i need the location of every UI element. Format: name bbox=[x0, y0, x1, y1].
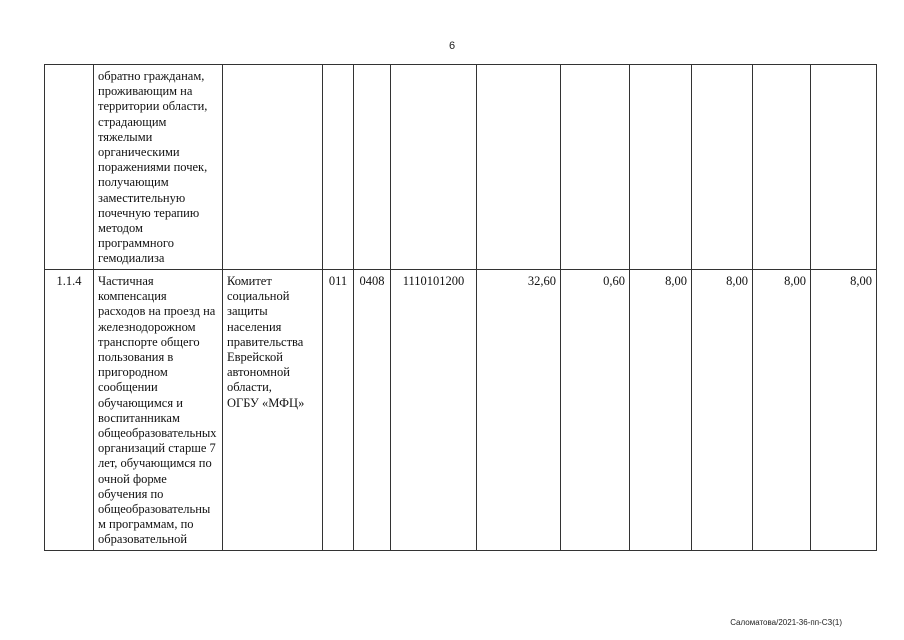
row-description: обратно гражданам, проживающим на территории области, страдающим тяжелыми органическими поражениями почек, получающим заместительную почечную терапию методом программного гемодиализа bbox=[94, 65, 223, 270]
page-number: 6 bbox=[448, 40, 456, 52]
row-total: 32,60 bbox=[477, 270, 561, 551]
row-rzpr bbox=[354, 65, 391, 270]
row-year-5 bbox=[811, 65, 877, 270]
row-code bbox=[45, 65, 94, 270]
row-year-2 bbox=[630, 65, 692, 270]
row-year-3: 8,00 bbox=[692, 270, 753, 551]
row-year-4: 8,00 bbox=[753, 270, 811, 551]
row-year-4 bbox=[753, 65, 811, 270]
row-year-1: 0,60 bbox=[561, 270, 630, 551]
row-rzpr: 0408 bbox=[354, 270, 391, 551]
row-code: 1.1.4 bbox=[45, 270, 94, 551]
row-executor: Комитет социальной защиты населения правительства Еврейской автономной области, ОГБУ «МФЦ» bbox=[223, 270, 323, 551]
program-table bbox=[44, 64, 877, 551]
row-total bbox=[477, 65, 561, 270]
row-year-3 bbox=[692, 65, 753, 270]
row-year-5: 8,00 bbox=[811, 270, 877, 551]
table-row bbox=[45, 65, 877, 270]
row-csr bbox=[391, 65, 477, 270]
row-year-1 bbox=[561, 65, 630, 270]
row-grbs: 011 bbox=[323, 270, 354, 551]
row-grbs bbox=[323, 65, 354, 270]
row-csr: 1110101200 bbox=[391, 270, 477, 551]
row-description: Частичная компенсация расходов на проезд на железнодорожном транспорте общего пользования в пригородном сообщении обучающимся и воспитанникам общеобразовательных организаций старше 7 лет, обучающимся по очной форме обучения по общеобразовательны м программам, по образовательной bbox=[94, 270, 223, 551]
table-row bbox=[45, 270, 877, 551]
document-footer-id: Саломатова/2021-36-пп-СЗ(1) bbox=[730, 618, 842, 627]
row-year-2: 8,00 bbox=[630, 270, 692, 551]
row-executor bbox=[223, 65, 323, 270]
